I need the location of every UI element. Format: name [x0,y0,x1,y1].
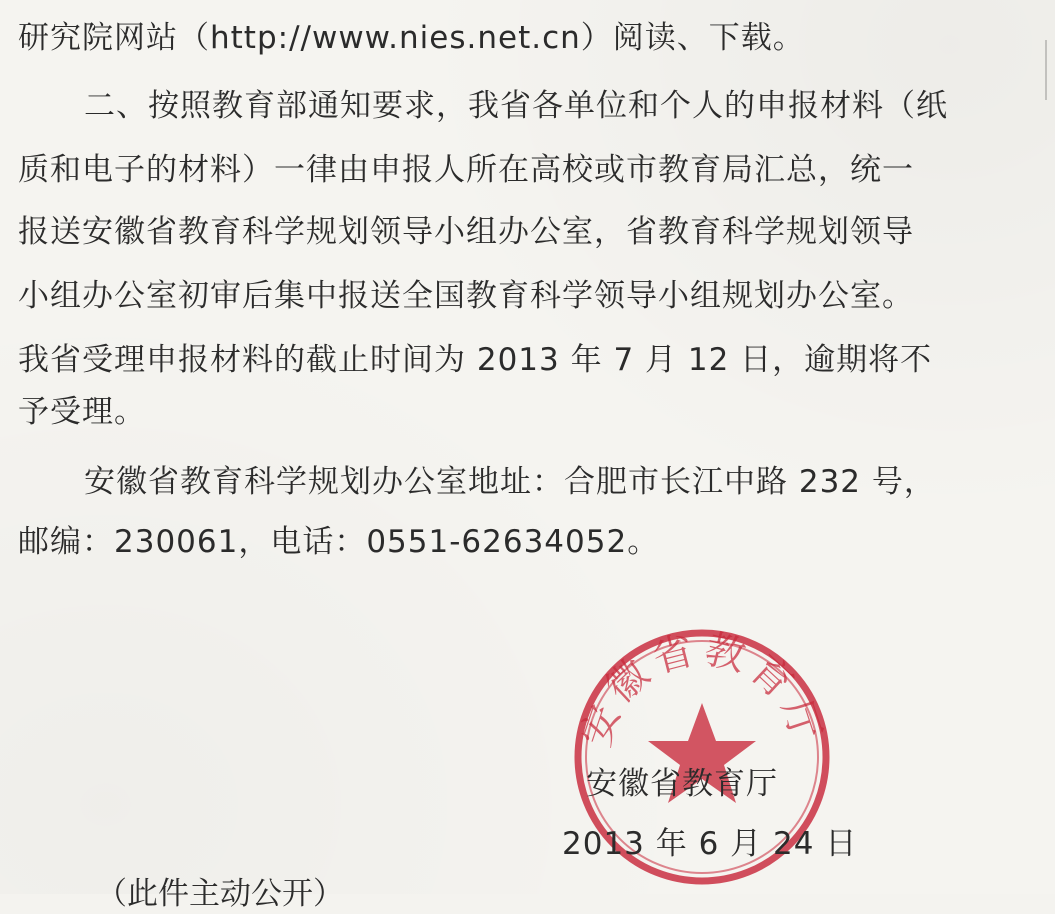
footer-note: （此件主动公开） [96,876,344,912]
issue-date: 2013 年 6 月 24 日 [562,826,858,862]
text-line-6: 我省受理申报材料的截止时间为 2013 年 7 月 12 日，逾期将不 [18,342,933,378]
text-line-5: 小组办公室初审后集中报送全国教育科学领导小组规划办公室。 [18,278,914,314]
text-line-1: 研究院网站（http://www.nies.net.cn）阅读、下载。 [18,20,805,56]
text-line-8: 安徽省教育科学规划办公室地址：合肥市长江中路 232 号， [84,464,936,500]
text-line-3: 质和电子的材料）一律由申报人所在高校或市教育局汇总，统一 [18,152,914,188]
text-line-7: 予受理。 [18,394,146,430]
text-line-9: 邮编：230061，电话：0551-62634052。 [18,524,660,560]
text-line-2: 二、按照教育部通知要求，我省各单位和个人的申报材料（纸 [84,88,948,124]
seal-text: 安徽省教育厅 [573,626,831,753]
scan-edge-mark [1045,40,1047,100]
text-line-4: 报送安徽省教育科学规划领导小组办公室，省教育科学规划领导 [18,214,914,250]
issuer-name: 安徽省教育厅 [586,766,778,802]
